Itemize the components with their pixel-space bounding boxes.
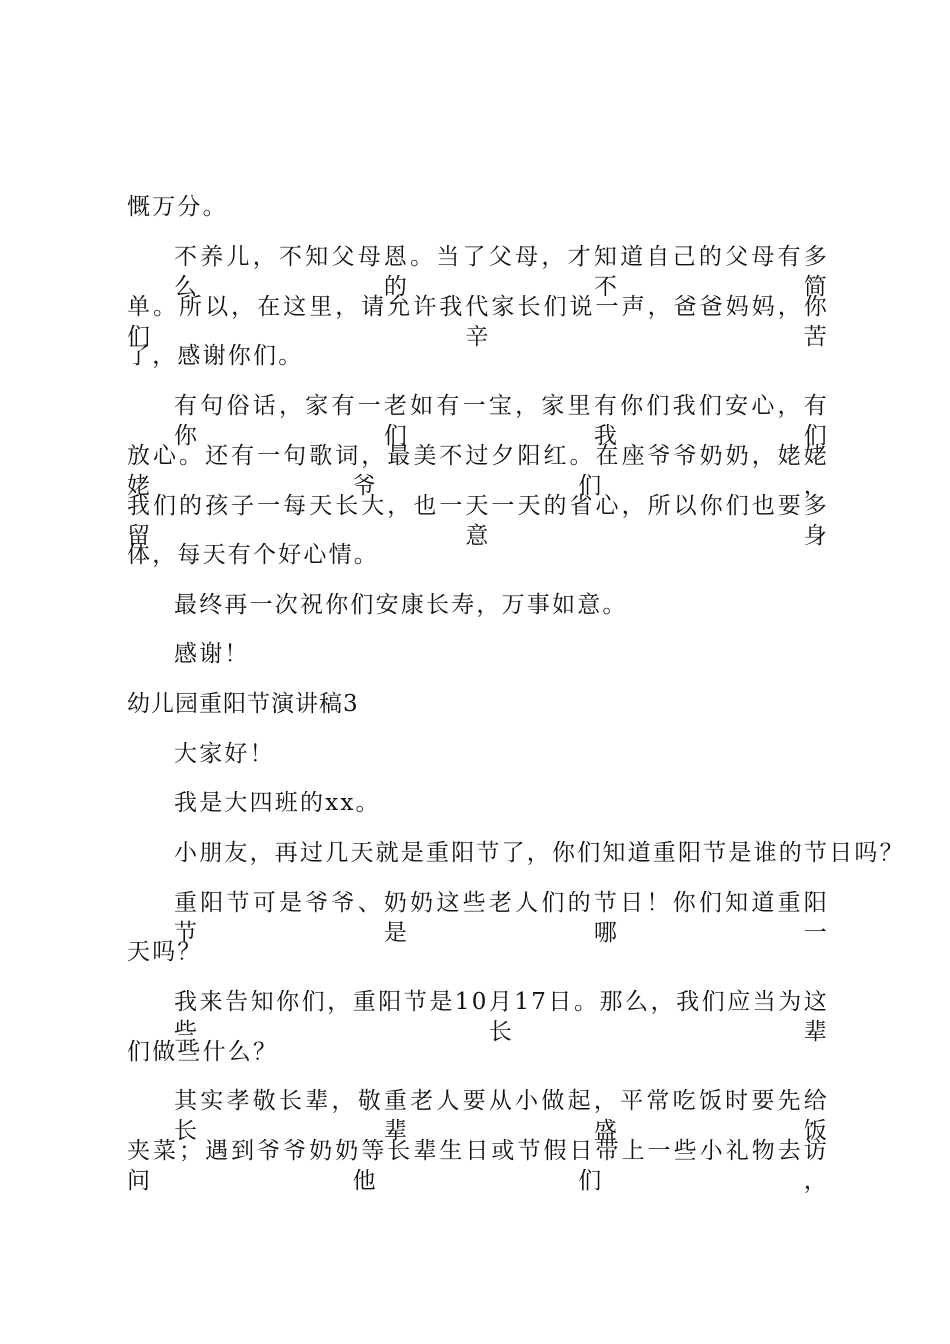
paragraph-line: 体，每天有个好心情。	[127, 542, 379, 568]
paragraph-line: 其实孝敬长辈，敬重老人要从小做起，平常吃饭时要先给长辈盛饭	[174, 1088, 829, 1144]
paragraph-line: 小朋友，再过几天就是重阳节了，你们知道重阳节是谁的节日吗？	[174, 840, 905, 866]
paragraph-line: 我来告知你们，重阳节是10月17日。那么，我们应当为这些长辈	[174, 989, 829, 1045]
paragraph-line: 天吗？	[127, 939, 203, 965]
paragraph-line: 放心。还有一句歌词，最美不过夕阳红。在座爷爷奶奶，姥姥姥爷们，	[127, 443, 829, 499]
paragraph-line: 们做些什么？	[127, 1039, 279, 1065]
paragraph-line: 有句俗话，家有一老如有一宝，家里有你们我们安心，有你们我们	[174, 393, 829, 449]
paragraph-line: 我们的孩子一每天长大，也一天一天的省心，所以你们也要多留意身	[127, 493, 829, 549]
paragraph-line: 单。所以，在这里，请允许我代家长们说一声，爸爸妈妈，你们辛苦	[127, 294, 829, 350]
paragraph-line: 夹菜；遇到爷爷奶奶等长辈生日或节假日带上一些小礼物去访问他们，	[127, 1138, 829, 1194]
paragraph-line: 最终再一次祝你们安康长寿，万事如意。	[174, 592, 628, 618]
paragraph-line: 慨万分。	[127, 194, 228, 220]
paragraph-line: 大家好！	[174, 741, 275, 767]
section-heading: 幼儿园重阳节演讲稿3	[127, 691, 359, 717]
paragraph-line: 重阳节可是爷爷、奶奶这些老人们的节日！你们知道重阳节是哪一	[174, 890, 829, 946]
paragraph-line: 了，感谢你们。	[127, 343, 304, 369]
paragraph-line: 不养儿，不知父母恩。当了父母，才知道自己的父母有多么的不简	[174, 244, 829, 300]
paragraph-line: 感谢！	[174, 641, 250, 667]
paragraph-line: 我是大四班的xx。	[174, 790, 381, 816]
